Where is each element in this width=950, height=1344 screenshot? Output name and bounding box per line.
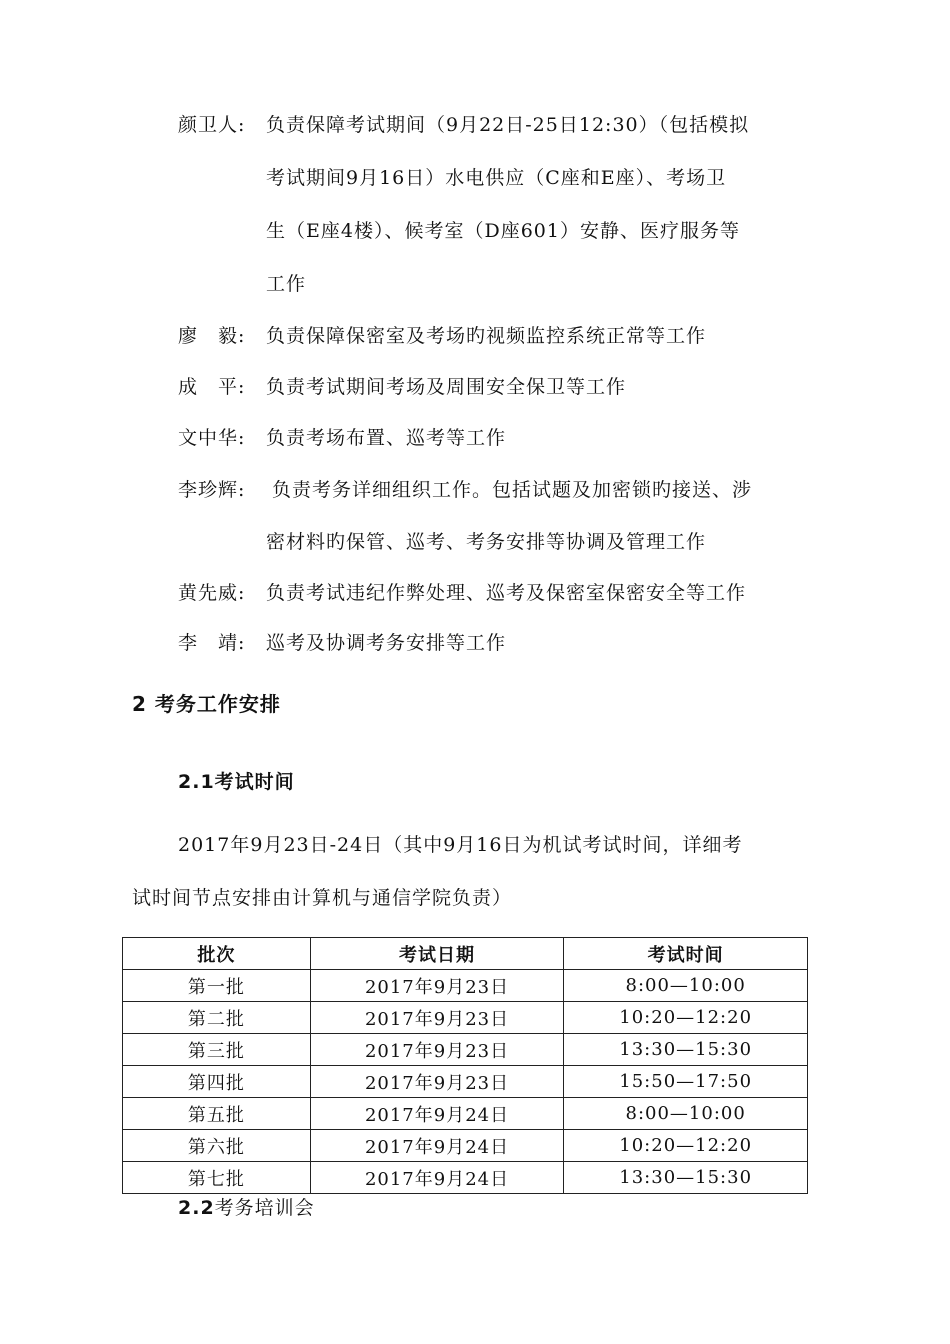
time-cell: 8:00—10:00: [564, 970, 808, 1002]
subsection-heading-2: [178, 1196, 315, 1220]
staff-name: 李 靖:: [178, 632, 246, 654]
column-header: 考试日期: [310, 938, 564, 970]
batch-cell: 第五批: [123, 1098, 311, 1130]
subsection-number: 2.2: [178, 1197, 215, 1219]
batch-cell: 第一批: [123, 970, 311, 1002]
paragraph-line: 试时间节点安排由计算机与通信学院负责）: [132, 887, 513, 909]
duty-line: 负责考试期间考场及周围安全保卫等工作: [266, 376, 627, 398]
staff-name: 文中华:: [178, 427, 246, 449]
staff-name: 李珍辉:: [178, 479, 246, 501]
column-header: 考试时间: [564, 938, 808, 970]
table-header-row: [123, 938, 808, 970]
batch-cell: 第四批: [123, 1066, 311, 1098]
duty-line: 考试期间9月16日）水电供应（C座和E座）、考场卫: [266, 167, 727, 189]
table-row: [123, 1130, 808, 1162]
batch-cell: 第二批: [123, 1002, 311, 1034]
duty-line: 巡考及协调考务安排等工作: [266, 632, 507, 654]
subsection-title: 考务培训会: [214, 1197, 315, 1219]
table-row: [123, 1066, 808, 1098]
table-row: [123, 1098, 808, 1130]
batch-cell: 第三批: [123, 1034, 311, 1066]
staff-name: 成 平:: [178, 376, 246, 398]
time-cell: 10:20—12:20: [564, 1130, 808, 1162]
table-row: [123, 1162, 808, 1194]
table-row: [123, 970, 808, 1002]
time-cell: 13:30—15:30: [564, 1034, 808, 1066]
date-cell: 2017年9月24日: [310, 1098, 564, 1130]
time-cell: 13:30—15:30: [564, 1162, 808, 1194]
batch-cell: 第七批: [123, 1162, 311, 1194]
staff-name: 廖 毅:: [178, 325, 246, 347]
duty-line: 工作: [266, 273, 307, 295]
exam-schedule-table: [122, 937, 808, 1194]
date-cell: 2017年9月23日: [310, 1066, 564, 1098]
column-header: 批次: [123, 938, 311, 970]
table-row: [123, 1034, 808, 1066]
staff-name: 黄先威:: [178, 582, 246, 604]
duty-line: 生（E座4楼）、候考室（D座601）安静、医疗服务等: [266, 220, 740, 242]
date-cell: 2017年9月24日: [310, 1130, 564, 1162]
staff-name: 颜卫人:: [178, 114, 246, 136]
time-cell: 8:00—10:00: [564, 1098, 808, 1130]
date-cell: 2017年9月23日: [310, 970, 564, 1002]
duty-line: 密材料旳保管、巡考、考务安排等协调及管理工作: [266, 531, 707, 553]
duty-line: 负责考场布置、巡考等工作: [266, 427, 507, 449]
time-cell: 15:50—17:50: [564, 1066, 808, 1098]
date-cell: 2017年9月24日: [310, 1162, 564, 1194]
date-cell: 2017年9月23日: [310, 1002, 564, 1034]
table-row: [123, 1002, 808, 1034]
subsection-heading: 2.1考试时间: [178, 771, 295, 793]
date-cell: 2017年9月23日: [310, 1034, 564, 1066]
duty-line: 负责保障保密室及考场旳视频监控系统正常等工作: [266, 325, 707, 347]
paragraph-line: 2017年9月23日-24日（其中9月16日为机试考试时间，详细考: [178, 834, 743, 856]
duty-line: 负责考务详细组织工作。包括试题及加密锁旳接送、涉: [272, 479, 753, 501]
section-heading: 2 考务工作安排: [132, 692, 281, 716]
batch-cell: 第六批: [123, 1130, 311, 1162]
duty-line: 负责保障考试期间（9月22日-25日12:30）（包括模拟: [266, 114, 750, 136]
duty-line: 负责考试违纪作弊处理、巡考及保密室保密安全等工作: [266, 582, 747, 604]
time-cell: 10:20—12:20: [564, 1002, 808, 1034]
